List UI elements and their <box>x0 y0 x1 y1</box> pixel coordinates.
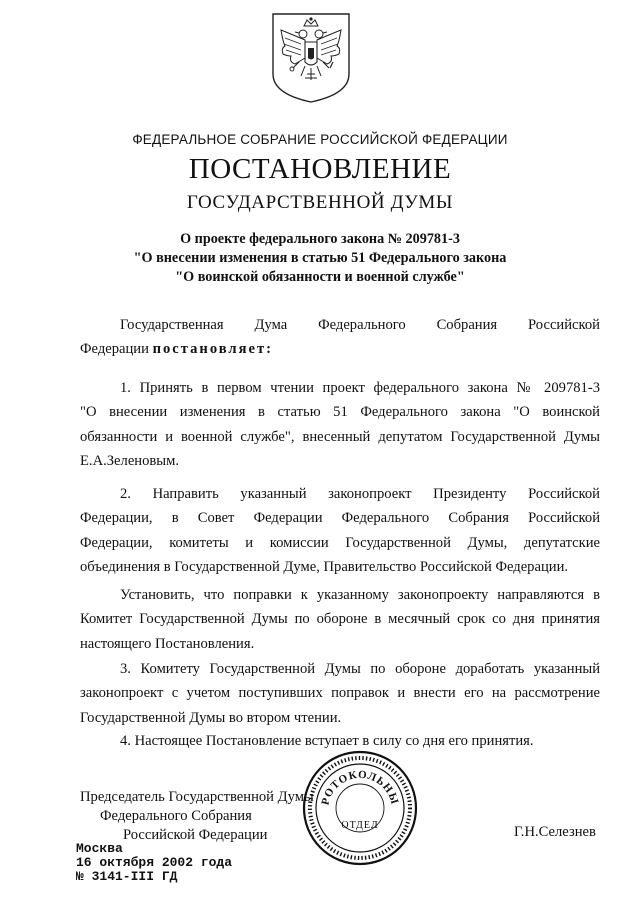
intro-word: Федерального <box>318 317 406 333</box>
paragraph-line: 3. Комитету Государственной Думы по обороне доработать указанный <box>120 661 600 677</box>
item-1-paragraph <box>80 376 600 473</box>
document-issuer-subtitle: ГОСУДАРСТВЕННОЙ ДУМЫ <box>186 192 454 213</box>
document-type-title: ПОСТАНОВЛЕНИЕ <box>188 153 452 185</box>
bill-title-line: О проекте федерального закона № 209781-3 <box>180 231 460 247</box>
paragraph-line: обязанности и военной службе", внесенный депутатом Государственной Думы <box>80 428 600 445</box>
meta-number: № 3141-III ГД <box>76 869 178 884</box>
meta-city: Москва <box>76 841 123 856</box>
intro-word: Федерации <box>80 341 149 358</box>
paragraph-line: Федерации, в Совет Федерации Федерального Собрания Российской <box>80 510 600 527</box>
paragraph-line: 2. Направить указанный законопроект Президенту Российской <box>120 486 600 502</box>
paragraph-line: 4. Настоящее Постановление вступает в силу со дня его принятия. <box>120 733 534 749</box>
bill-title-line: "О воинской обязанности и военной службе" <box>175 269 465 285</box>
paragraph-line: Установить, что поправки к указанному законопроекту направляются в <box>120 587 600 603</box>
signatory-title-line: Председатель Государственной Думы <box>80 789 314 805</box>
signatory-title-line: Федерального Собрания <box>100 808 252 824</box>
bill-title <box>0 230 640 287</box>
intro-paragraph <box>80 313 600 362</box>
paragraph-line: Е.А.Зеленовым. <box>80 452 179 469</box>
paragraph-line: Федерации, комитеты и комиссии Государственной Думы, депутатские <box>80 534 600 551</box>
round-stamp <box>300 748 420 868</box>
paragraph-line: законопроект с учетом поступивших поправок и внести его на рассмотрение <box>80 685 600 702</box>
item-3-paragraph <box>80 657 600 730</box>
coat-of-arms-emblem <box>271 12 351 104</box>
document-meta <box>76 842 232 884</box>
paragraph-line: настоящего Постановления. <box>80 635 255 652</box>
signatory-name: Г.Н.Селезнев <box>514 824 596 840</box>
paragraph-line: "О внесении изменения в статью 51 Федерального закона "О воинской <box>80 404 600 421</box>
intro-word: Собрания <box>436 317 498 333</box>
resolves-keyword: постановляет: <box>152 341 274 358</box>
paragraph-line: 1. Принять в первом чтении проект федерального закона № 209781-3 <box>120 380 600 396</box>
item-2-paragraph <box>80 482 600 579</box>
signature-block <box>80 788 314 845</box>
intro-word: Российской <box>528 317 600 333</box>
intro-word: Дума <box>254 317 288 333</box>
paragraph-line: объединения в Государственной Думе, Правительство Российской Федерации. <box>80 558 569 575</box>
paragraph-line: Государственной Думы во втором чтении. <box>80 709 342 726</box>
meta-date: 16 октября 2002 года <box>76 855 233 870</box>
parliament-name: ФЕДЕРАЛЬНОЕ СОБРАНИЕ РОССИЙСКОЙ ФЕДЕРАЦИИ <box>132 132 508 147</box>
stamp-top-text: РОТОКОЛЬНЫ <box>319 768 401 807</box>
paragraph-line: Комитет Государственной Думы по обороне в месячный срок со дня принятия <box>80 611 600 628</box>
stamp-center-text: ОТДЕЛ <box>341 820 379 831</box>
signatory-title-line: Российской Федерации <box>123 827 268 843</box>
amendments-paragraph <box>80 583 600 656</box>
intro-word: Государственная <box>120 317 224 333</box>
svg-text:ПРОТОКОЛЬНЫЙ <box>300 748 401 806</box>
bill-title-line: "О внесении изменения в статью 51 Федерального закона <box>133 250 507 266</box>
